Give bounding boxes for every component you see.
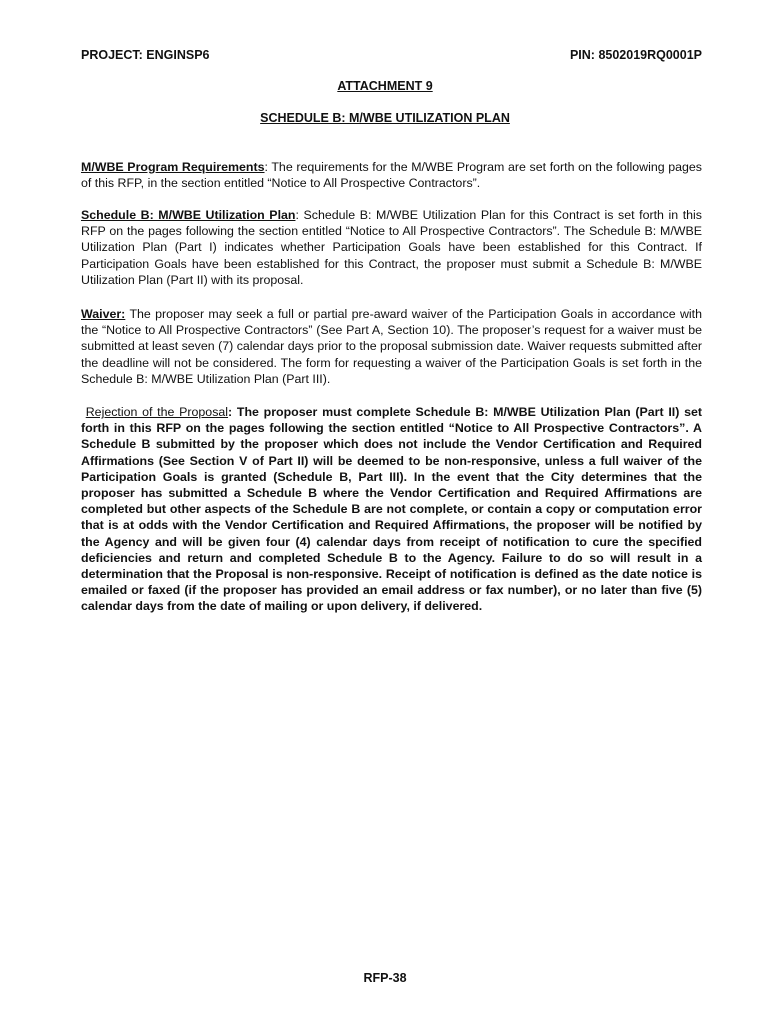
waiver-paragraph bbox=[81, 306, 702, 387]
utilization-plan-paragraph bbox=[81, 207, 702, 288]
program-requirements-label: M/WBE Program Requirements bbox=[81, 160, 265, 174]
waiver-label: Waiver: bbox=[81, 307, 126, 321]
project-label: PROJECT: ENGINSP6 bbox=[81, 48, 210, 62]
rejection-text: : The proposer must complete Schedule B: M/WBE Utilization Plan (Part II) set forth in this RFP on the pages following the section entitled “Notice to All Prospective Contractors”. A Schedule B submitted by the proposer which does not include the Vendor Certification and Required Affirmations (See Section V of Part II) will be deemed to be non-responsive, unless a full waiver of the Participation Goals is granted (Schedule B, Part III). In the event that the City determines that the proposer has submitted a Schedule B where the Vendor Certification and Required Affirmations are completed but other aspects of the Schedule B are not complete, or contain a copy or computation error that is at odds with the Vendor Certification and Required Affirmations, the proposer will be notified by the Agency and will be given four (4) calendar days from receipt of notification to cure the specified deficiencies and return and completed Schedule B to the Agency. Failure to do so will result in a determination that the Proposal is non-responsive. Receipt of notification is defined as the date notice is emailed or faxed (if the proposer has provided an email address or fax number), or no later than five (5) calendar days from the date of mailing or upon delivery, if delivered. bbox=[81, 405, 702, 614]
rejection-paragraph bbox=[81, 404, 702, 615]
utilization-plan-label: Schedule B: M/WBE Utilization Plan bbox=[81, 208, 296, 222]
rejection-label: Rejection of the Proposal bbox=[85, 405, 229, 419]
attachment-title: ATTACHMENT 9 bbox=[337, 79, 433, 93]
waiver-text: The proposer may seek a full or partial pre-award waiver of the Participation Goals in accordance with the “Notice to All Prospective Contractors” (See Part A, Section 10). The proposer’s request for a waiver must be submitted at least seven (7) calendar days prior to the proposal submission date. Waiver requests submitted after the deadline will not be considered. The form for requesting a waiver of the Participation Goals is set forth in the Schedule B: M/WBE Utilization Plan (Part III). bbox=[81, 307, 702, 386]
page-number: RFP-38 bbox=[363, 971, 407, 985]
program-requirements-paragraph bbox=[81, 159, 702, 191]
utilization-plan-text: : Schedule B: M/WBE Utilization Plan for this Contract is set forth in this RFP on the pages following the section entitled “Notice to All Prospective Contractors”. The Schedule B: M/WBE Utilization Plan (Part I) indicates whether Participation Goals have been established for this Contract. If Participation Goals have been established for this Contract, the proposer must submit a Schedule B: M/WBE Utilization Plan (Part II) with its proposal. bbox=[81, 208, 702, 287]
schedule-title: SCHEDULE B: M/WBE UTILIZATION PLAN bbox=[260, 111, 510, 125]
program-requirements-text: : The requirements for the M/WBE Program are set forth on the following pages of this RFP, in the section entitled “Notice to All Prospective Contractors”. bbox=[81, 160, 702, 191]
pin-label: PIN: 8502019RQ0001P bbox=[569, 48, 702, 62]
page-header bbox=[81, 48, 702, 64]
